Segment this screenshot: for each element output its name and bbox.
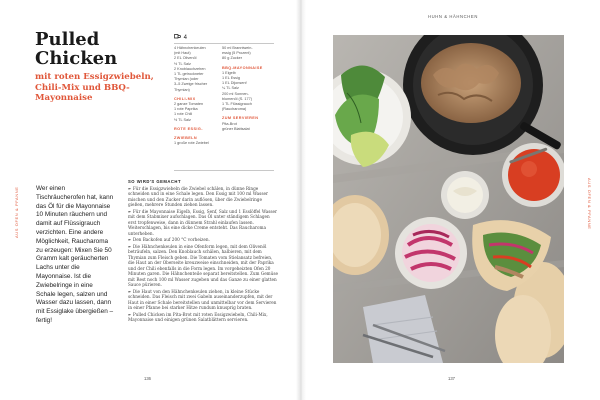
ingredient-line: Thymian) <box>174 87 190 92</box>
ingredient-line: grüner Blattsalat <box>222 126 250 131</box>
method-step: ➼ Die Hähnchenkeulen in eine Ofenform legen, mit dem Olivenöl beträufeln, salzen. Den Knoblauch schälen, halbieren, mit dem Thymian zum Fleisch geben. Die Tomaten vom Stielansatz befreien, die Haut an der Oberseite kreuzweise einschneiden, mit der Paprika und der Chili ebenfalls in die Form legen. Im vorgeheizten Ofen 20 Minuten garen. Die Hähnchenteile separat bereitstellen. Zum Gemüse mit Rest noch 100 ml Wasser zugeben und das Ganze zu einer glatten Sauce pürieren. <box>128 243 278 287</box>
method-section <box>128 179 278 324</box>
pickled-onion-bowl <box>395 217 467 289</box>
recipe-title-line: Pulled <box>35 29 100 50</box>
ingredient-line: ¼ TL Salz <box>222 86 239 91</box>
ingredient-group-heading: ROTE ESSIG- <box>174 126 203 131</box>
page-number: 136 <box>144 376 151 381</box>
ingredient-group-heading: BBQ-MAYONNAISE <box>222 65 263 70</box>
ingredient-line: 1 große rote Zwiebel <box>174 141 209 146</box>
book-gutter <box>296 0 306 400</box>
mayonnaise-bowl <box>441 171 489 219</box>
method-step: ➼ Pulled Chicken im Pita-Brot mit roten Essigzwiebeln, Chili-Mix, Mayonnaise und einigen grünen Salatblättern servieren. <box>128 311 268 322</box>
chapter-side-tab: AUS OFEN & PFANNE <box>587 178 592 230</box>
ingredients-column-1 <box>174 46 226 146</box>
chapter-side-tab: AUS OFEN & PFANNE <box>14 186 19 238</box>
ingredient-line: 1 rote Chili <box>174 112 193 117</box>
ingredient-line: 1 EL Dijonsenf <box>222 81 247 86</box>
ingredient-group-heading: CHILI-MIX <box>174 96 196 101</box>
ingredients-bottom-rule <box>174 170 274 171</box>
method-step: ➼ Den Backofen auf 200 °C vorheizen. <box>128 237 210 242</box>
method-heading: SO WIRD'S GEMACHT <box>128 179 181 184</box>
recipe-title <box>35 30 175 68</box>
running-head: HUHN & HÄHNCHEN <box>428 14 478 19</box>
chili-sauce-bowl <box>502 143 564 207</box>
ingredient-line: 2 ganze Tomaten <box>174 102 204 107</box>
ingredient-line: Thymian (oder <box>174 77 199 82</box>
ingredient-line: essig (5 Prozent) <box>222 51 251 56</box>
ingredient-line: 3–5 Zweige frischer <box>174 82 208 87</box>
ingredient-line: 1 TL getrockneter <box>174 72 204 77</box>
ingredient-line: 50 ml Branntwein- <box>222 46 253 50</box>
ingredient-line: blumenöl (S. 177) <box>222 96 252 101</box>
ingredient-line: ½ TL Salz <box>174 117 191 122</box>
ingredients-top-rule <box>174 43 274 44</box>
ingredient-line: 1 rote Paprika <box>174 107 198 112</box>
ingredient-line: 80 g Zucker <box>222 56 243 61</box>
ingredient-line: Pita-Brot <box>222 121 237 126</box>
method-step: ➼ Für die Mayonnaise Eigelb, Essig, Senf, Salz und 1 Esslöffel Wasser mit dem Stabmixer aufschlagen. Das Öl unter ständigem Schlagen erst tropfenweise, dann in dünnem Strahl einlaufen lassen. Weiterschlagen, bis eine dicke Creme entsteht. Das Raucharoma unterheben. <box>128 208 278 236</box>
method-step: ➼ Die Haut von den Hähnchenkeulen ziehen, in kleine Stücke schneiden. Das Fleisch mit zwei Gabeln auseinanderzupfen, mit der Haut in einer Schale bereitstellen und unmittelbar vor dem Servieren in einer Pfanne bei starker Hitze rundum knusprig braten. <box>128 288 277 310</box>
recipe-subtitle: mit roten Essigzwiebeln, Chili-Mix und BBQ-Mayonnaise <box>35 72 154 103</box>
servings-icon <box>174 33 182 41</box>
method-steps <box>128 186 278 323</box>
ingredient-line: 1 Eigelb <box>222 70 236 75</box>
servings-count: 4 <box>183 35 188 41</box>
ingredient-line: 1 EL Essig <box>222 76 241 81</box>
ingredient-line: (mit Haut) <box>174 51 191 56</box>
ingredient-line: 4 Hähnchenkeulen <box>174 46 206 50</box>
ingredient-group-heading: ZUM SERVIEREN <box>222 116 259 121</box>
ingredients-column-2 <box>222 46 274 132</box>
ingredient-group-heading: ZWIEBELN <box>174 136 198 141</box>
ingredient-line: 2 Knoblauchzehen <box>174 66 206 71</box>
servings <box>174 33 187 41</box>
intro-paragraph: Wer einen Tischräucherofen hat, kann das Öl für die Mayonnaise 10 Minuten räuchern und damit auf Flüssigrauch verzichten. Eine andere Möglichkeit, Raucharoma zu erzeugen: Mixen Sie 50 Gramm kalt geräucherten Lachs unter die Mayonnaise. Ist die Zwiebelringe in eine Schale legen, salzen und Wasser dazu lassen, dann mit Essiglake übergießen – fertig! <box>36 185 114 324</box>
method-step: ➼ Für die Essigzwiebeln die Zwiebel schälen, in dünne Ringe schneiden und in eine Schale legen. Den Essig mit 100 ml Wasser mischen und den Zucker darin auflösen, über die Zwiebelringe gießen, mehrere Stunden ziehen lassen. <box>128 185 268 207</box>
recipe-title-line: Chicken <box>35 48 118 69</box>
ingredient-line: 200 ml Sonnen- <box>222 91 249 96</box>
ingredient-line: 1 TL Flüssigrauch <box>222 102 252 107</box>
page-number: 137 <box>448 376 455 381</box>
ingredient-line: ½ TL Salz <box>174 61 191 66</box>
ingredient-line: (Raucharoma) <box>222 107 247 112</box>
food-photo <box>333 35 564 363</box>
ingredient-line: 2 EL Olivenöl <box>174 56 197 61</box>
